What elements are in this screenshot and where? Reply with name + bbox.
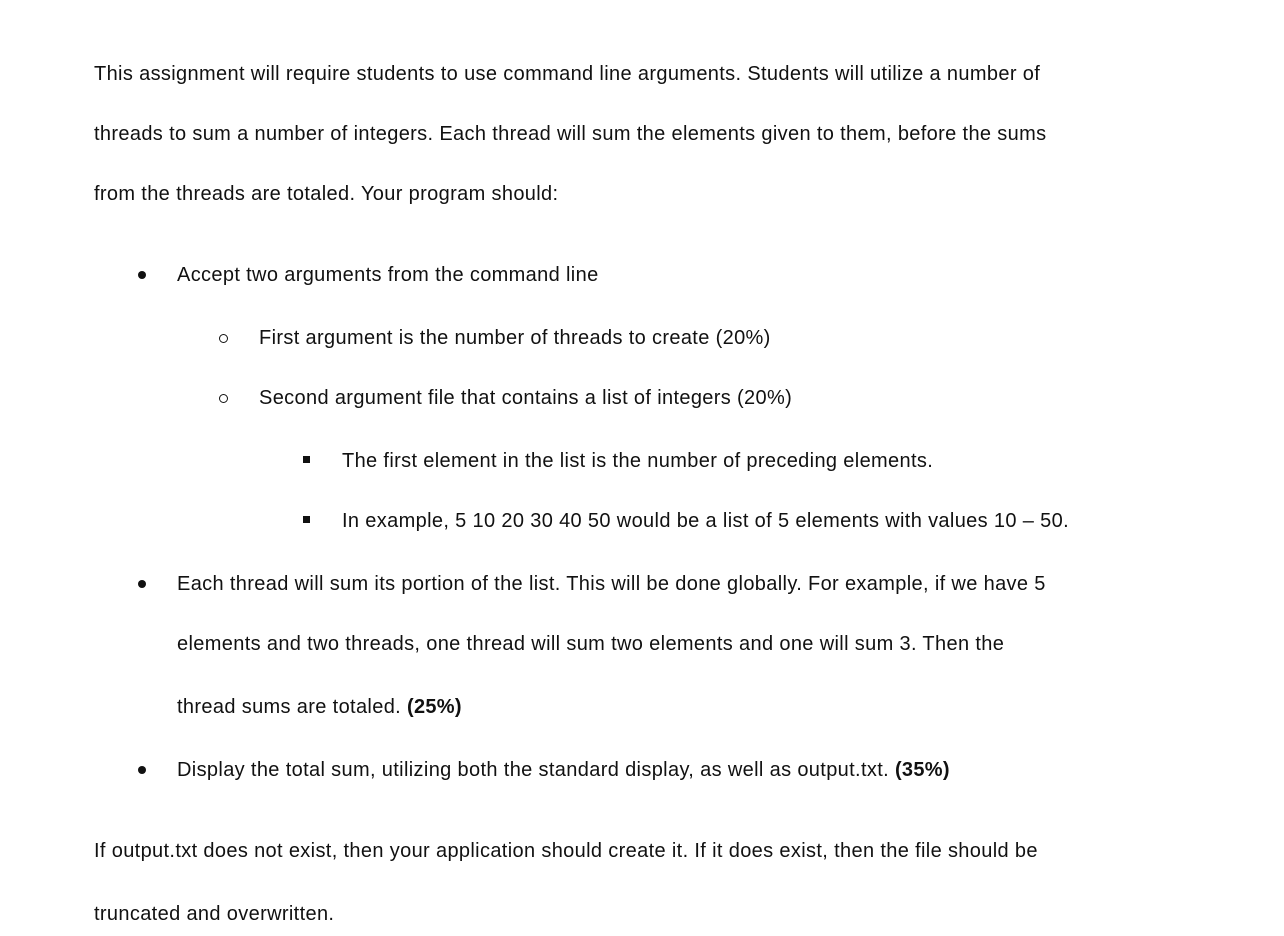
intro-line-1: This assignment will require students to use command line arguments. Students will utilize a number of bbox=[94, 63, 1041, 85]
bullet-disc-icon bbox=[138, 766, 146, 774]
bullet-square-icon bbox=[303, 456, 310, 463]
bullet-3-weight: (35%) bbox=[894, 759, 950, 781]
bullet-square-icon bbox=[303, 516, 310, 523]
bullet-3-line bbox=[177, 758, 950, 782]
bullet-2-line-3-text: thread sums are totaled. bbox=[177, 696, 407, 718]
bullet-disc-icon bbox=[138, 580, 146, 588]
bullet-circle-icon bbox=[219, 394, 228, 403]
bullet-1-sub-2-text: Second argument file that contains a list of integers (20%) bbox=[259, 387, 793, 409]
bullet-2-weight: (25%) bbox=[406, 696, 462, 718]
closing-line-1: If output.txt does not exist, then your application should create it. If it does exist, then the file should be bbox=[94, 840, 1038, 862]
closing-line-2: truncated and overwritten. bbox=[94, 903, 335, 925]
bullet-circle-icon bbox=[219, 334, 228, 343]
intro-line-3: from the threads are totaled. Your program should: bbox=[94, 183, 559, 205]
bullet-1-text: Accept two arguments from the command line bbox=[177, 264, 599, 286]
bullet-2-line-3 bbox=[177, 695, 462, 719]
bullet-2-line-1: Each thread will sum its portion of the list. This will be done globally. For example, if we have 5 bbox=[177, 573, 1046, 595]
bullet-3-text: Display the total sum, utilizing both the standard display, as well as output.txt. bbox=[177, 759, 895, 781]
bullet-2-line-2: elements and two threads, one thread will sum two elements and one will sum 3. Then the bbox=[177, 633, 1005, 655]
bullet-1-sub-1-text: First argument is the number of threads to create (20%) bbox=[259, 327, 771, 349]
bullet-disc-icon bbox=[138, 271, 146, 279]
intro-line-2: threads to sum a number of integers. Each thread will sum the elements given to them, before the sums bbox=[94, 123, 1047, 145]
bullet-1-sub-2-sub-2-text: In example, 5 10 20 30 40 50 would be a list of 5 elements with values 10 – 50. bbox=[342, 510, 1069, 532]
bullet-1-sub-2-sub-1-text: The first element in the list is the number of preceding elements. bbox=[342, 450, 934, 472]
